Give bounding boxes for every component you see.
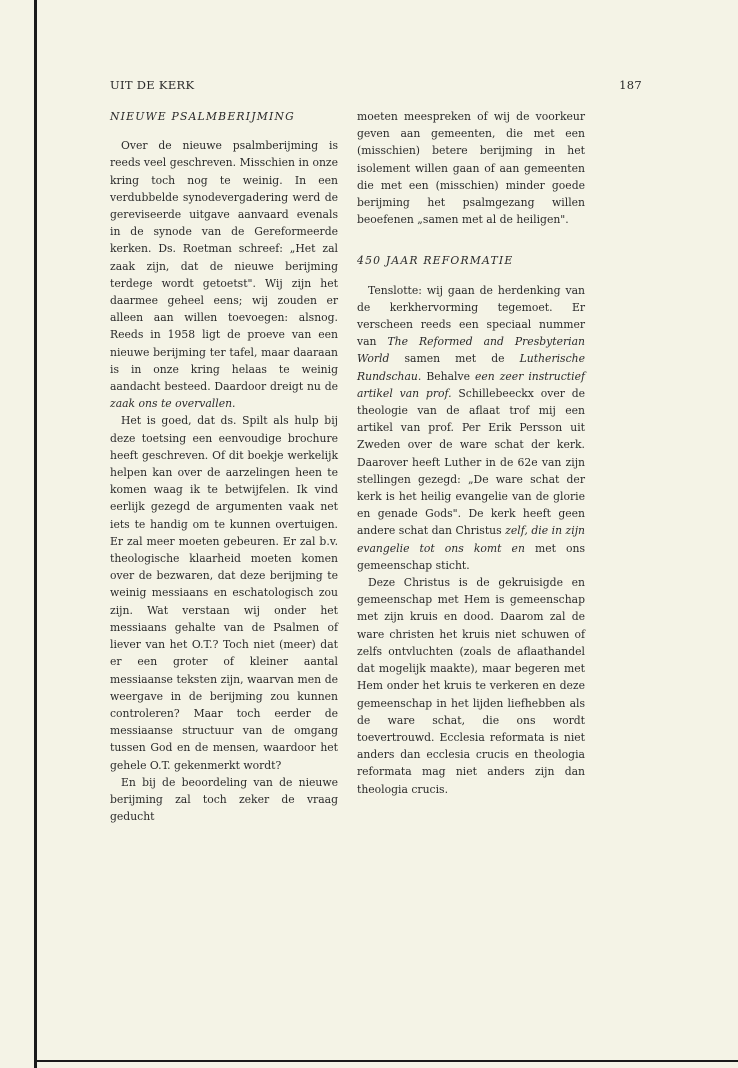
paragraph: Het is goed, dat ds. Spilt als hulp bij deze toetsing een eenvoudige brochure heeft geschreven. Of dit boekje werkelijk helpen kan over de aarzelingen heen te komen waag ik te betwijfelen. Ik vind eerlijk gezegd de argumenten vaak net iets te handig om te kunnen overtuigen. Er zal meer moeten gebeuren. Er zal b.v. theologische klaarheid moeten komen over de bezwaren, dat deze berijming te weinig messiaans en eschatologisch zou zijn. Wat verstaan wij onder het messiaans gehalte van de Psalmen of liever van het O.T.? Toch niet (meer) dat er een groter of kleiner aantal messiaanse teksten zijn, waarvan men de weergave in de berijming zou kunnen controleren? Maar toch eerder de messiaanse structuur van de omgang tussen God en de mensen, waardoor het gehele O.T. gekenmerkt wordt?: [110, 414, 338, 772]
running-title: UIT DE KERK: [110, 78, 195, 92]
paragraph-italic: een zeer instructief artikel van prof.: [357, 369, 585, 400]
paragraph: [357, 282, 585, 574]
scan-bottom-edge: [34, 1060, 738, 1062]
journal-title: The Reformed and Presbyterian World: [357, 335, 585, 366]
paragraph-text: Tenslotte: wij gaan de herdenking van de kerkhervorming tegemoet. Er verscheen reeds een speciaal nummer van: [357, 283, 585, 349]
paragraph: En bij de beoordeling van de nieuwe berijming zal toch zeker de vraag geducht: [110, 775, 338, 824]
paragraph-italic: zelf, die in zijn evangelie tot ons komt en: [357, 524, 586, 555]
right-column: [357, 108, 585, 798]
section-heading-psalmberijming: NIEUWE PSALMBERIJMING: [110, 110, 295, 123]
scan-left-edge: [34, 0, 37, 1068]
journal-title: Lutherische Rundschau.: [357, 352, 585, 383]
paragraph: Deze Christus is de gekruisigde en gemeenschap met Hem is gemeenschap met zijn kruis en dood. Daarom zal de ware christen het kruis niet schuwen of zelfs ontvluchten (zoals de aflaathandel dat mogelijk maakte), maar begeren met Hem onder het kruis te verkeren en deze gemeenschap in het lijden liefhebben als de ware schat, die ons wordt toevertrouwd. Ecclesia reformata is niet anders dan ecclesia crucis en theologia reformata mag niet anders zijn dan theologia crucis.: [357, 576, 585, 796]
paragraph-italic: zaak ons te overvallen.: [110, 397, 236, 411]
paragraph-text: Over de nieuwe psalmberijming is reeds veel geschreven. Misschien in onze kring toch nog te weinig. In een verdubbelde synodevergadering werd de gereviseerde uitgave aanvaard evenals in de synode van de Gereformeerde kerken. Ds. Roetman schreef: „Het zal zaak zijn, dat de nieuwe berijming terdege wordt getoetst". Wij zijn het daarmee geheel eens; wij zouden er alleen aan willen toevoegen: alsnog. Reeds in 1958 ligt de proeve van een nieuwe berijming ter tafel, maar daaraan is in onze kring helaas te weinig aandacht besteed. Daardoor dreigt nu de: [110, 139, 338, 394]
left-column: [110, 108, 338, 825]
paragraph-continuation: moeten meespreken of wij de voorkeur geven aan gemeenten, die met een (misschien) betere berijming in het isolement willen gaan of aan gemeenten die met een (misschien) minder goede berijming het psalmgezang willen beoefenen „samen met al de heiligen".: [357, 110, 585, 227]
paragraph-text: met ons gemeenschap sticht.: [357, 541, 586, 572]
section-heading-reformatie: 450 JAAR REFORMATIE: [357, 254, 514, 268]
paragraph-text: Behalve: [421, 369, 475, 383]
paragraph: [110, 137, 338, 412]
page-number: 187: [619, 78, 642, 92]
paragraph-text: samen met de: [389, 352, 520, 366]
paragraph-text: Schillebeeckx over de theologie van de aflaat trof mij een artikel van prof. Per Erik Persson uit Zweden over de ware schat der kerk. Daarover heeft Luther in de 62e van zijn stellingen gezegd: „De ware schat der kerk is het heilig evangelie van de glorie en genade Gods". De kerk heeft geen andere schat dan Christus: [357, 386, 586, 538]
